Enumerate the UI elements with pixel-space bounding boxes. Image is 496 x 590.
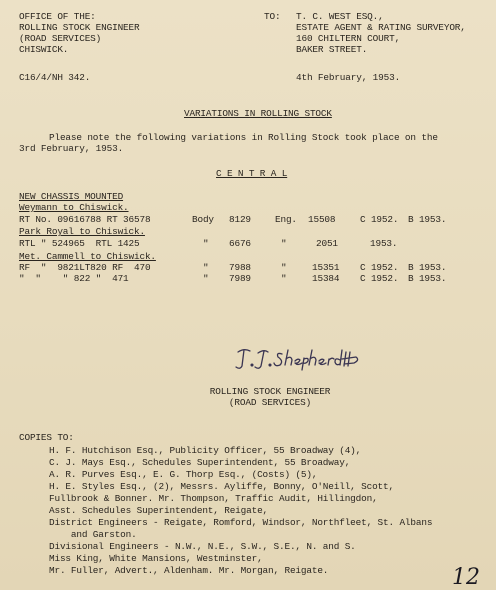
eng-label-cell: " [281, 262, 287, 273]
copies-line: Asst. Schedules Superintendent, Reigate, [49, 505, 269, 516]
route-heading: Park Royal to Chiswick. [19, 226, 145, 237]
section-heading: C E N T R A L [216, 168, 288, 179]
table-heading: NEW CHASSIS MOUNTED [19, 191, 124, 202]
copies-line: H. E. Styles Esq., (2), Messrs. Ayliffe, Bonny, O'Neill, Scott, [49, 481, 394, 492]
document-title: VARIATIONS IN ROLLING STOCK [184, 108, 332, 119]
c-year-cell: 1953. [370, 238, 398, 249]
eng-label-cell: Eng. [275, 214, 297, 225]
c-year-cell: C 1952. [360, 262, 399, 273]
vehicle-cell: " " " 822 " 471 [19, 273, 129, 284]
from-line: OFFICE OF THE: [19, 11, 96, 22]
body-label-cell: " [203, 262, 209, 273]
body-label-cell: Body [192, 214, 214, 225]
eng-cell: 15351 [312, 262, 340, 273]
signature-title: ROLLING STOCK ENGINEER [209, 386, 331, 397]
from-line: (ROAD SERVICES) [19, 33, 102, 44]
copies-line: A. R. Purves Esq., E. G. Thorp Esq., (Costs) (5), [49, 469, 318, 480]
body-label-cell: " [203, 238, 209, 249]
c-year-cell: C 1952. [360, 214, 399, 225]
eng-cell: 15384 [312, 273, 340, 284]
route-heading: Met. Cammell to Chiswick. [19, 251, 156, 262]
date: 4th February, 1953. [296, 72, 401, 83]
to-line: ESTATE AGENT & RATING SURVEYOR, [296, 22, 466, 33]
eng-label-cell: " [281, 273, 287, 284]
copies-line: District Engineers - Reigate, Romford, Windsor, Northfleet, St. Albans [49, 517, 433, 528]
copies-line: H. F. Hutchison Esq., Publicity Officer, 55 Broadway (4), [49, 445, 362, 456]
copies-line: Miss King, White Mansions, Westminster, [49, 553, 263, 564]
to-label: TO: [264, 11, 281, 22]
to-line: 160 CHILTERN COURT, [296, 33, 401, 44]
b-year-cell: B 1953. [408, 214, 447, 225]
copies-line: Fullbrook & Bonner. Mr. Thompson, Traffic Audit, Hillingdon, [49, 493, 378, 504]
page-number: 12 [452, 565, 480, 590]
copies-line: C. J. Mays Esq., Schedules Superintendent, 55 Broadway, [49, 457, 351, 468]
c-year-cell: C 1952. [360, 273, 399, 284]
eng-cell: 2051 [316, 238, 338, 249]
vehicle-cell: RF " 9821LT820 RF 470 [19, 262, 151, 273]
to-line: BAKER STREET. [296, 44, 368, 55]
eng-label-cell: " [281, 238, 287, 249]
route-heading: Weymann to Chiswick. [19, 202, 129, 213]
copies-line: Mr. Fuller, Advert., Aldenham. Mr. Morgan, Reigate. [49, 565, 329, 576]
copies-line: Divisional Engineers - N.W., N.E., S.W., S.E., N. and S. [49, 541, 356, 552]
signature-title: (ROAD SERVICES) [228, 397, 312, 408]
vehicle-cell: RT No. 09616788 RT 36578 [19, 214, 151, 225]
body-cell: 7988 [229, 262, 251, 273]
reference: C16/4/NH 342. [19, 72, 91, 83]
from-line: ROLLING STOCK ENGINEER [19, 22, 140, 33]
intro-line: Please note the following variations in Rolling Stock took place on the [49, 132, 438, 143]
signature-scrawl [234, 346, 364, 372]
copies-line: and Garston. [49, 529, 137, 540]
intro-line: 3rd February, 1953. [19, 143, 124, 154]
body-label-cell: " [203, 273, 209, 284]
body-cell: 6676 [229, 238, 251, 249]
body-cell: 7989 [229, 273, 251, 284]
from-line: CHISWICK. [19, 44, 69, 55]
vehicle-cell: RTL " 524965 RTL 1425 [19, 238, 140, 249]
copies-heading: COPIES TO: [19, 432, 74, 443]
b-year-cell: B 1953. [408, 262, 447, 273]
body-cell: 8129 [229, 214, 251, 225]
to-line: T. C. WEST ESQ., [296, 11, 384, 22]
eng-cell: 15508 [308, 214, 336, 225]
b-year-cell: B 1953. [408, 273, 447, 284]
